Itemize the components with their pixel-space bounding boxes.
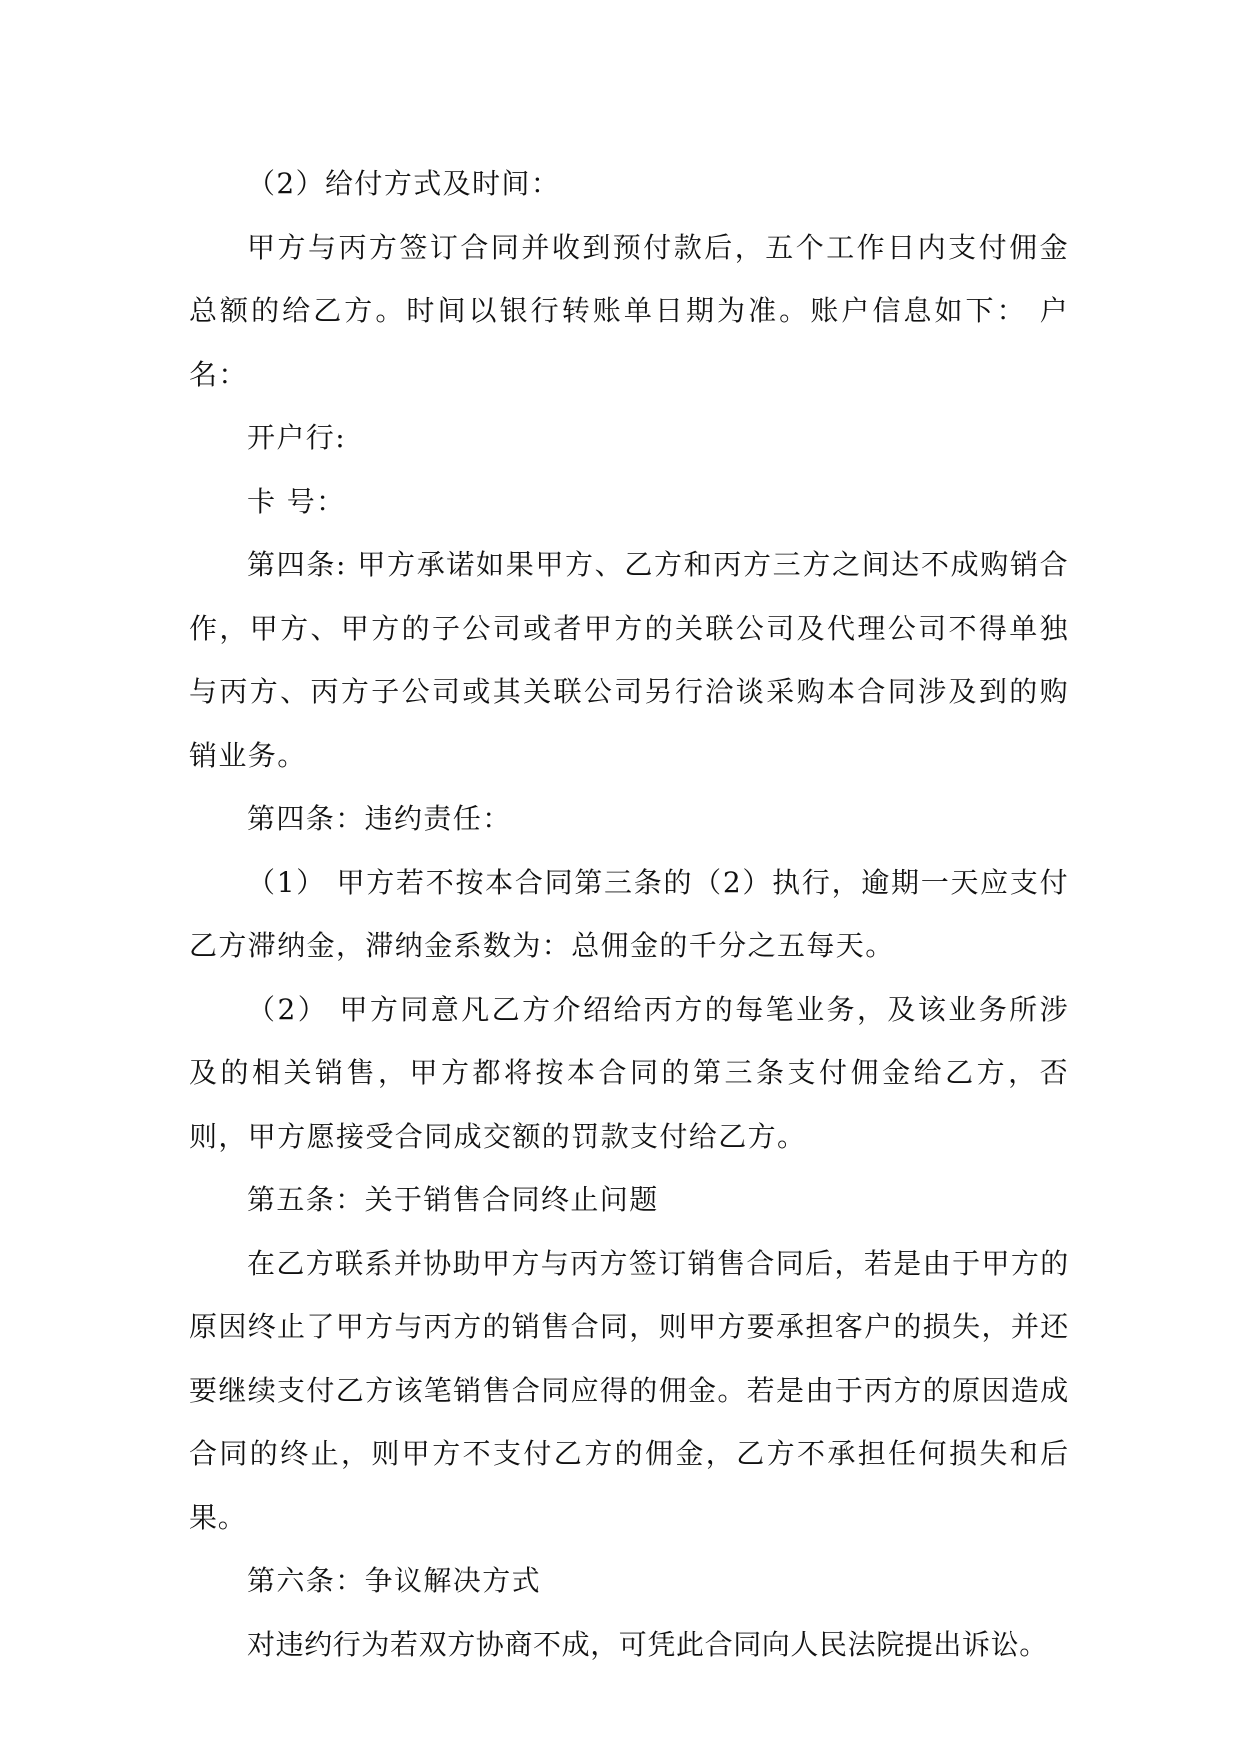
paragraph-article-six-heading: 第六条：争议解决方式 (247, 1564, 542, 1597)
paragraph-article-five-heading: 第五条：关于销售合同终止问题 (247, 1183, 659, 1216)
paragraph-liability-item-one: （1） 甲方若不按本合同第三条的（2）执行，逾期一天应支付乙方滞纳金，滞纳金系数为：总佣金的千分之五每天。 (189, 865, 1069, 962)
paragraph-liability-item-two: （2） 甲方同意凡乙方介绍给丙方的每笔业务，及该业务所涉及的相关销售，甲方都将按本合同的第三条支付佣金给乙方，否则，甲方愿接受合同成交额的罚款支付给乙方。 (189, 992, 1069, 1153)
paragraph-article-four-liability-heading: 第四条：违约责任： (247, 802, 512, 835)
paragraph-card-number: 卡 号： (247, 484, 346, 518)
document-body (189, 152, 1069, 1676)
paragraph-article-six-body: 对违约行为若双方协商不成，可凭此合同向人民法院提出诉讼。 (247, 1627, 1048, 1661)
paragraph-payment-method-heading: （2）给付方式及时间： (247, 167, 561, 200)
paragraph-payment-terms: 甲方与丙方签订合同并收到预付款后，五个工作日内支付佣金总额的给乙方。时间以银行转账单日期为准。账户信息如下： 户 名： (189, 230, 1069, 391)
paragraph-bank-name: 开户行: (247, 421, 347, 454)
paragraph-article-four-commitment: 第四条: 甲方承诺如果甲方、乙方和丙方三方之间达不成购销合作，甲方、甲方的子公司或者甲方的关联公司及代理公司不得单独与丙方、丙方子公司或其关联公司另行洽谈采购本合同涉及到的购销业务。 (189, 548, 1069, 772)
paragraph-article-five-body: 在乙方联系并协助甲方与丙方签订销售合同后，若是由于甲方的原因终止了甲方与丙方的销售合同，则甲方要承担客户的损失，并还要继续支付乙方该笔销售合同应得的佣金。若是由于丙方的原因造成合同的终止，则甲方不支付乙方的佣金，乙方不承担任何损失和后果。 (189, 1246, 1069, 1534)
